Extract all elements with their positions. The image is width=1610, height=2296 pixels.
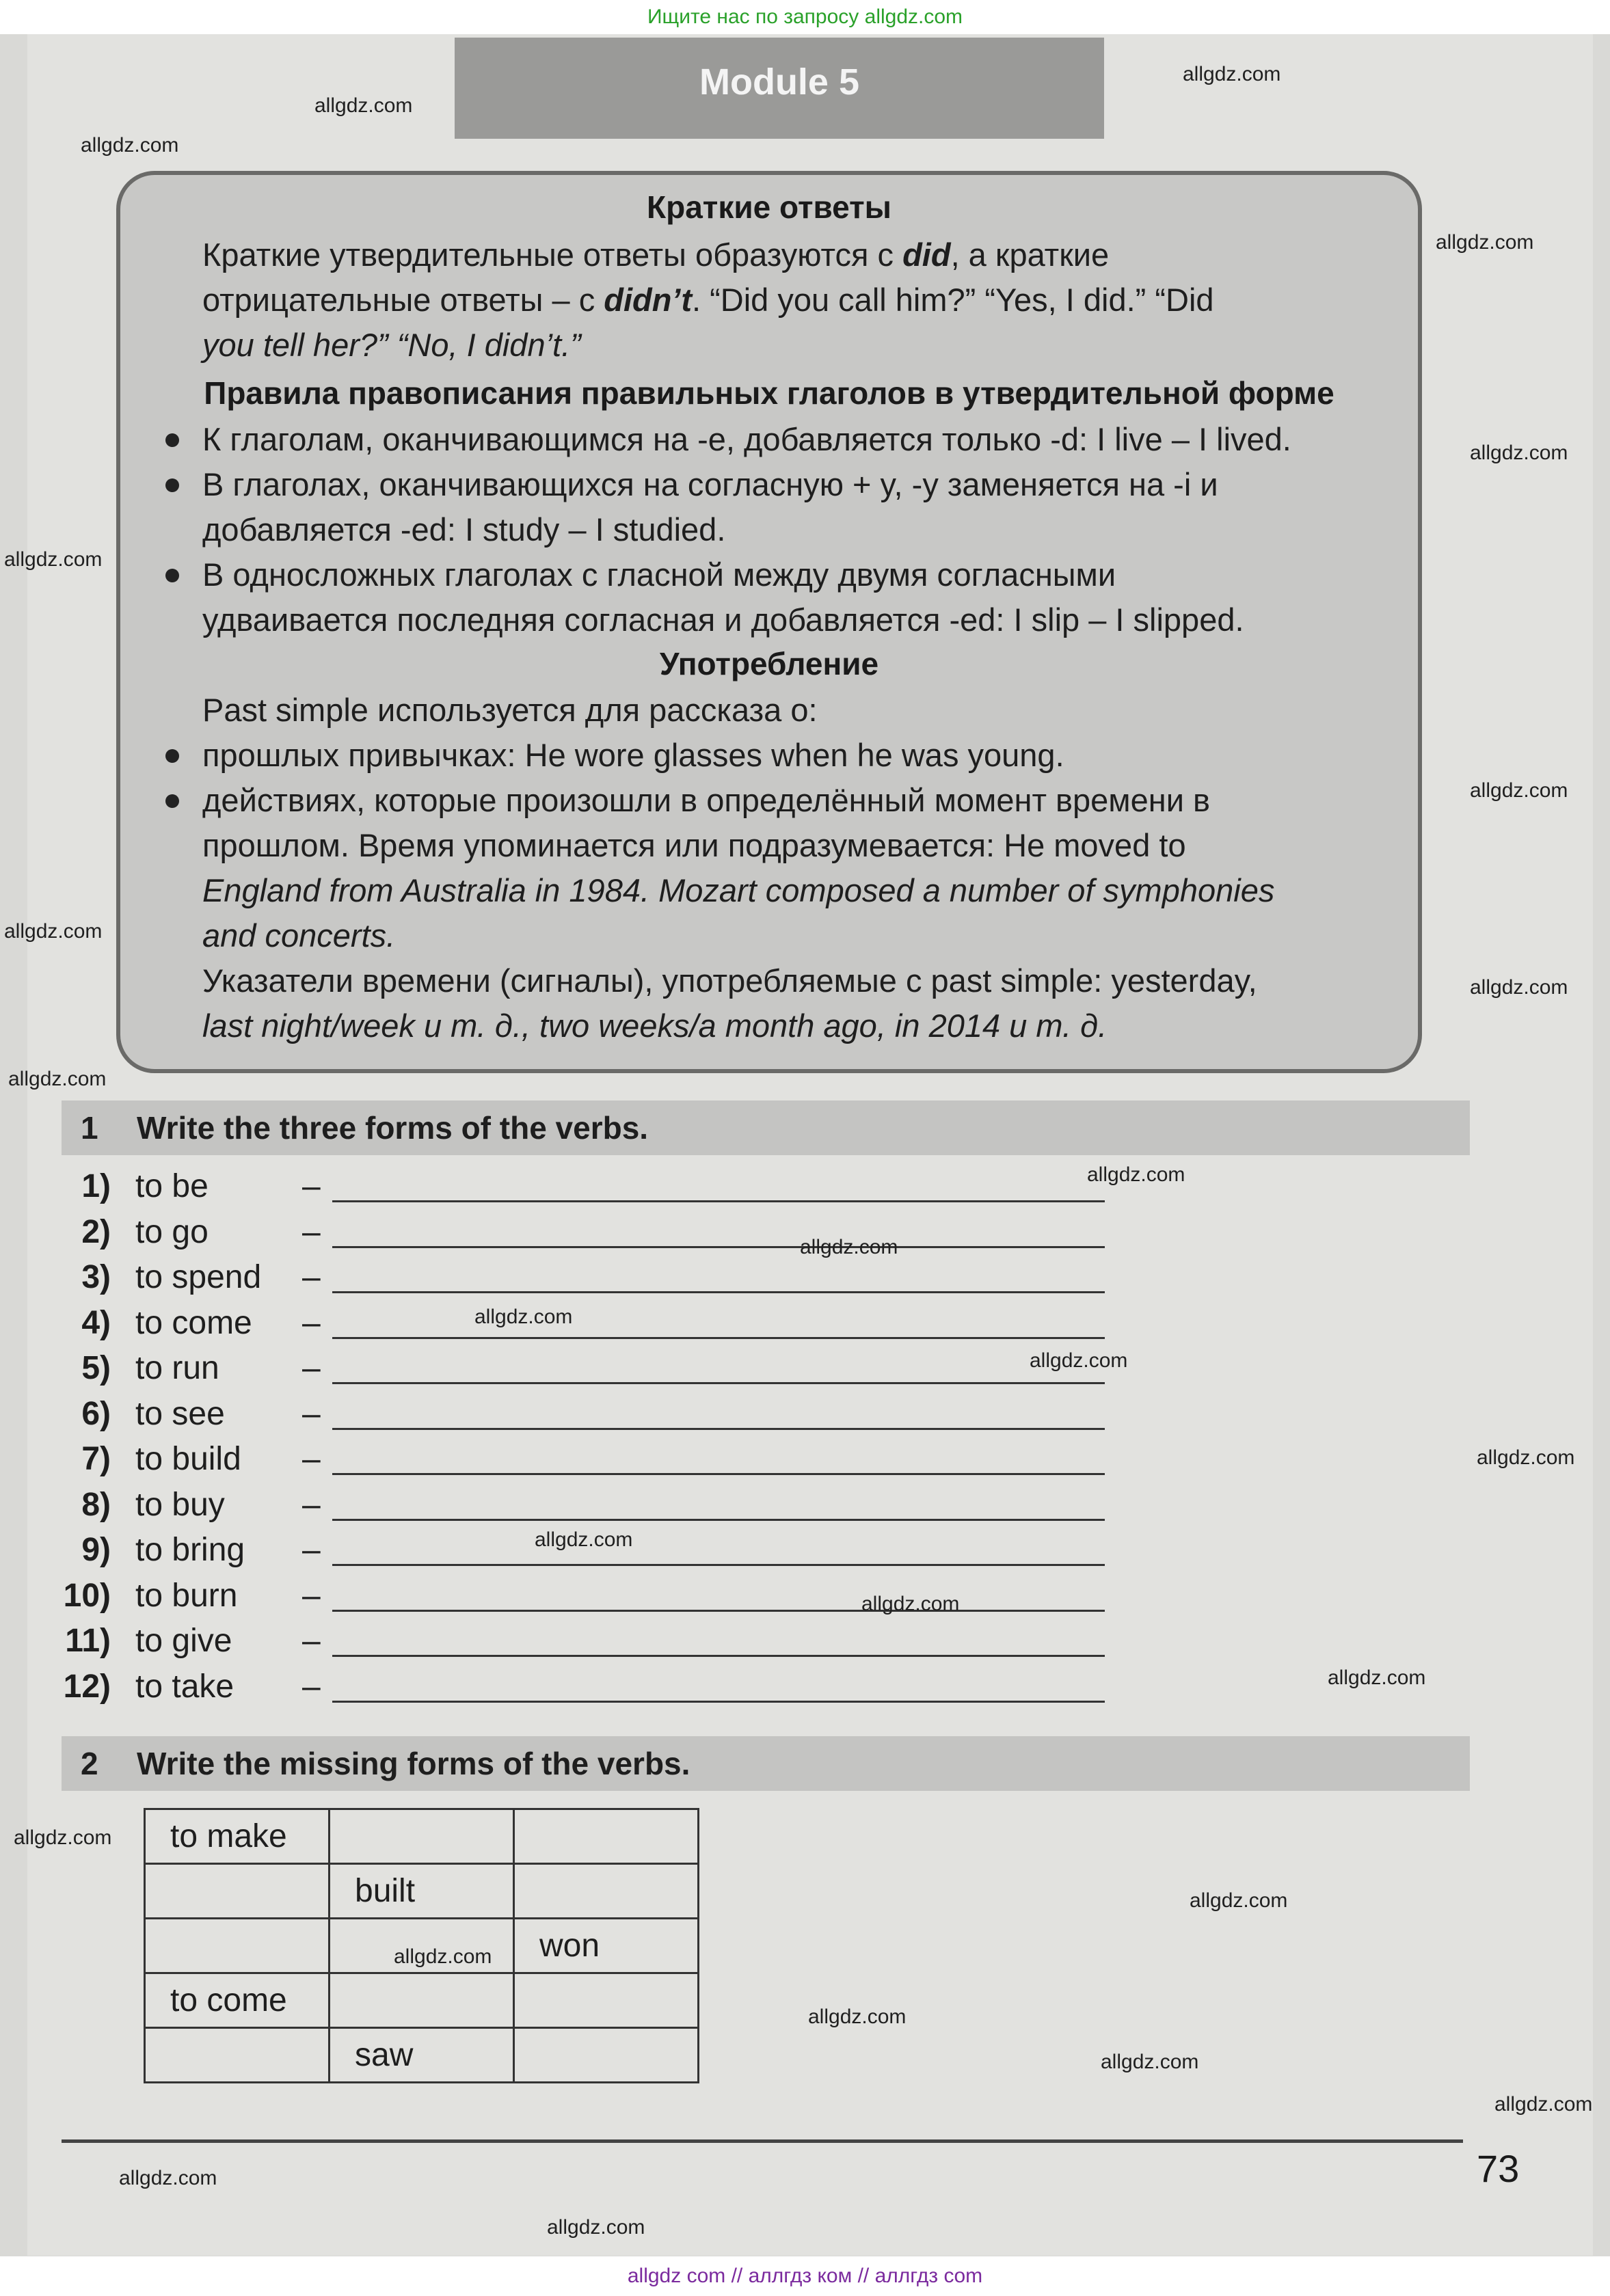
verb-number: 1) xyxy=(81,1168,111,1204)
watermark: allgdz.com xyxy=(119,2167,217,2189)
watermark: allgdz.com xyxy=(4,548,103,571)
verb-infinitive: to burn xyxy=(135,1577,238,1614)
empty-answer-cell[interactable] xyxy=(514,1973,699,2028)
verb-row xyxy=(62,1304,1114,1349)
empty-answer-cell[interactable] xyxy=(514,2028,699,2083)
verb-number: 10) xyxy=(63,1577,111,1614)
bullet-icon xyxy=(165,794,179,808)
verb-dash: – xyxy=(302,1623,321,1659)
verb-dash: – xyxy=(302,1486,321,1523)
verb-infinitive: to bring xyxy=(135,1532,245,1568)
verb-infinitive: to spend xyxy=(135,1259,262,1295)
verb-dash: – xyxy=(302,1577,321,1614)
watermark: allgdz.com xyxy=(547,2216,645,2239)
text-fragment: . “Did you call him?” “Yes, I did.” “Did xyxy=(692,282,1214,318)
answer-line[interactable] xyxy=(332,1291,1105,1293)
text-fragment: отрицательные ответы – с xyxy=(202,282,604,318)
spelling-rule-3-line-2: удваивается последняя согласная и добавляется -ed: I slip – I slipped. xyxy=(202,602,1244,638)
usage-actions-line-4: and concerts. xyxy=(202,917,396,954)
table-cell: saw xyxy=(330,2028,514,2083)
bottom-divider xyxy=(62,2139,1463,2143)
exercise-1-number: 1 xyxy=(81,1110,98,1146)
answer-line[interactable] xyxy=(332,1200,1105,1202)
watermark: allgdz.com xyxy=(81,134,179,157)
table-row xyxy=(145,1864,699,1919)
verb-row xyxy=(62,1486,1114,1531)
verb-dash: – xyxy=(302,1441,321,1477)
watermark: allgdz.com xyxy=(1030,1349,1128,1372)
watermark: allgdz.com xyxy=(8,1068,107,1090)
empty-answer-cell[interactable] xyxy=(145,1919,330,1973)
top-banner: Ищите нас по запросу allgdz.com xyxy=(0,0,1610,34)
text-fragment: , а краткие xyxy=(950,237,1110,273)
usage-habits: прошлых привычках: He wore glasses when he was young. xyxy=(202,737,1064,773)
verb-dash: – xyxy=(302,1304,321,1341)
table-row xyxy=(145,1973,699,2028)
spelling-rule-1: К глаголам, оканчивающимся на -e, добавляется только -d: I live – I lived. xyxy=(202,421,1291,457)
verb-infinitive: to build xyxy=(135,1441,241,1477)
answer-line[interactable] xyxy=(332,1655,1105,1657)
table-cell: to come xyxy=(145,1973,330,2028)
answer-line[interactable] xyxy=(332,1382,1105,1384)
spelling-title: Правила правописания правильных глаголов в утвердительной форме xyxy=(204,375,1334,411)
watermark: allgdz.com xyxy=(1494,2093,1593,2116)
watermark: allgdz.com xyxy=(4,920,103,943)
watermark: allgdz.com xyxy=(1470,442,1568,464)
short-answers-line-2 xyxy=(202,278,1214,323)
short-answers-line-1 xyxy=(202,232,1109,278)
watermark: allgdz.com xyxy=(808,2005,907,2028)
watermark: allgdz.com xyxy=(474,1306,573,1328)
exercise-1-title: Write the three forms of the verbs. xyxy=(137,1110,649,1146)
empty-answer-cell[interactable] xyxy=(145,1864,330,1919)
table-cell: won xyxy=(514,1919,699,1973)
usage-title: Употребление xyxy=(659,646,879,681)
verb-infinitive: to see xyxy=(135,1395,225,1432)
watermark: allgdz.com xyxy=(394,1945,492,1968)
usage-actions-line-3: England from Australia in 1984. Mozart composed a number of symphonies xyxy=(202,872,1275,908)
empty-answer-cell[interactable] xyxy=(514,1864,699,1919)
keyword-didnt: didn’t xyxy=(604,282,692,318)
verb-infinitive: to buy xyxy=(135,1486,225,1523)
page-number: 73 xyxy=(1477,2147,1520,2190)
time-markers-line-1: Указатели времени (сигналы), употребляемые с past simple: yesterday, xyxy=(202,962,1257,999)
watermark: allgdz.com xyxy=(1477,1446,1575,1469)
exercise-2-title: Write the missing forms of the verbs. xyxy=(137,1746,690,1781)
answer-line[interactable] xyxy=(332,1246,1105,1248)
time-markers-line-2: last night/week и т. д., two weeks/a month ago, in 2014 и т. д. xyxy=(202,1008,1108,1044)
watermark: allgdz.com xyxy=(1087,1163,1185,1186)
answer-line[interactable] xyxy=(332,1337,1105,1339)
verb-dash: – xyxy=(302,1168,321,1204)
verb-infinitive: to come xyxy=(135,1304,252,1341)
spelling-rule-3-line-1: В односложных глаголах с гласной между двумя согласными xyxy=(202,556,1116,593)
short-answers-line-3: you tell her?” “No, I didn’t.” xyxy=(202,327,581,363)
watermark: allgdz.com xyxy=(314,94,413,117)
exercise-2-number: 2 xyxy=(81,1746,98,1781)
spelling-rule-2-line-2: добавляется -ed: I study – I studied. xyxy=(202,511,726,548)
table-cell: built xyxy=(330,1864,514,1919)
verb-infinitive: to go xyxy=(135,1213,209,1250)
table-cell: to make xyxy=(145,1809,330,1864)
verb-number: 2) xyxy=(81,1213,111,1250)
verb-row xyxy=(62,1440,1114,1485)
watermark: allgdz.com xyxy=(1190,1889,1288,1912)
verb-dash: – xyxy=(302,1350,321,1386)
usage-actions-line-1: действиях, которые произошли в определённый момент времени в xyxy=(202,782,1210,818)
watermark: allgdz.com xyxy=(861,1593,960,1615)
watermark: allgdz.com xyxy=(535,1528,633,1551)
verb-infinitive: to be xyxy=(135,1168,209,1204)
bottom-banner: allgdz com // аллгдз ком // аллгдз com xyxy=(0,2256,1610,2296)
watermark: allgdz.com xyxy=(14,1826,112,1849)
answer-line[interactable] xyxy=(332,1519,1105,1521)
verb-number: 3) xyxy=(81,1259,111,1295)
watermark: allgdz.com xyxy=(1328,1666,1426,1689)
empty-answer-cell[interactable] xyxy=(330,1973,514,2028)
verb-infinitive: to give xyxy=(135,1623,232,1659)
verb-dash: – xyxy=(302,1532,321,1568)
verb-number: 12) xyxy=(63,1668,111,1705)
verb-row xyxy=(62,1395,1114,1440)
bullet-icon xyxy=(165,749,179,763)
bullet-icon xyxy=(165,433,179,447)
answer-line[interactable] xyxy=(332,1701,1105,1703)
verb-row xyxy=(62,1349,1114,1394)
exercise-2-header xyxy=(62,1736,1470,1791)
empty-answer-cell[interactable] xyxy=(330,1809,514,1864)
bullet-icon xyxy=(165,569,179,582)
verb-dash: – xyxy=(302,1259,321,1295)
usage-actions-line-2: прошлом. Время упоминается или подразумевается: He moved to xyxy=(202,827,1186,863)
verb-dash: – xyxy=(302,1395,321,1432)
answer-line[interactable] xyxy=(332,1428,1105,1430)
text-fragment: Краткие утвердительные ответы образуются с xyxy=(202,237,903,273)
answer-line[interactable] xyxy=(332,1564,1105,1566)
short-answers-title: Краткие ответы xyxy=(647,189,891,225)
watermark: allgdz.com xyxy=(1470,976,1568,999)
module-label: Module 5 xyxy=(455,38,1104,139)
bullet-icon xyxy=(165,478,179,492)
verb-number: 7) xyxy=(81,1441,111,1477)
verb-number: 11) xyxy=(65,1623,111,1659)
empty-answer-cell[interactable] xyxy=(145,2028,330,2083)
verb-number: 9) xyxy=(81,1532,111,1568)
spelling-rule-2-line-1: В глаголах, оканчивающихся на согласную + y, -y заменяется на -i и xyxy=(202,466,1218,502)
watermark: allgdz.com xyxy=(800,1236,898,1258)
verb-number: 6) xyxy=(81,1395,111,1432)
table-row xyxy=(145,2028,699,2083)
usage-intro: Past simple используется для рассказа о: xyxy=(202,692,818,728)
watermark: allgdz.com xyxy=(1470,779,1568,802)
verb-number: 4) xyxy=(81,1304,111,1341)
verb-number: 5) xyxy=(81,1350,111,1386)
verb-number: 8) xyxy=(81,1486,111,1523)
keyword-did: did xyxy=(902,237,951,273)
verb-dash: – xyxy=(302,1213,321,1250)
verb-row xyxy=(62,1258,1114,1304)
answer-line[interactable] xyxy=(332,1473,1105,1475)
verb-infinitive: to run xyxy=(135,1350,219,1386)
exercise-1-header xyxy=(62,1100,1470,1155)
watermark: allgdz.com xyxy=(1436,231,1534,254)
verb-row xyxy=(62,1668,1114,1713)
verb-dash: – xyxy=(302,1668,321,1705)
verb-infinitive: to take xyxy=(135,1668,234,1705)
watermark: allgdz.com xyxy=(1101,2051,1199,2073)
watermark: allgdz.com xyxy=(1183,63,1281,85)
verb-row xyxy=(62,1213,1114,1258)
grammar-rule-box xyxy=(116,171,1422,1073)
empty-answer-cell[interactable] xyxy=(514,1809,699,1864)
table-row xyxy=(145,1809,699,1864)
answer-line[interactable] xyxy=(332,1610,1105,1612)
verb-row xyxy=(62,1622,1114,1667)
verb-row xyxy=(62,1167,1114,1213)
